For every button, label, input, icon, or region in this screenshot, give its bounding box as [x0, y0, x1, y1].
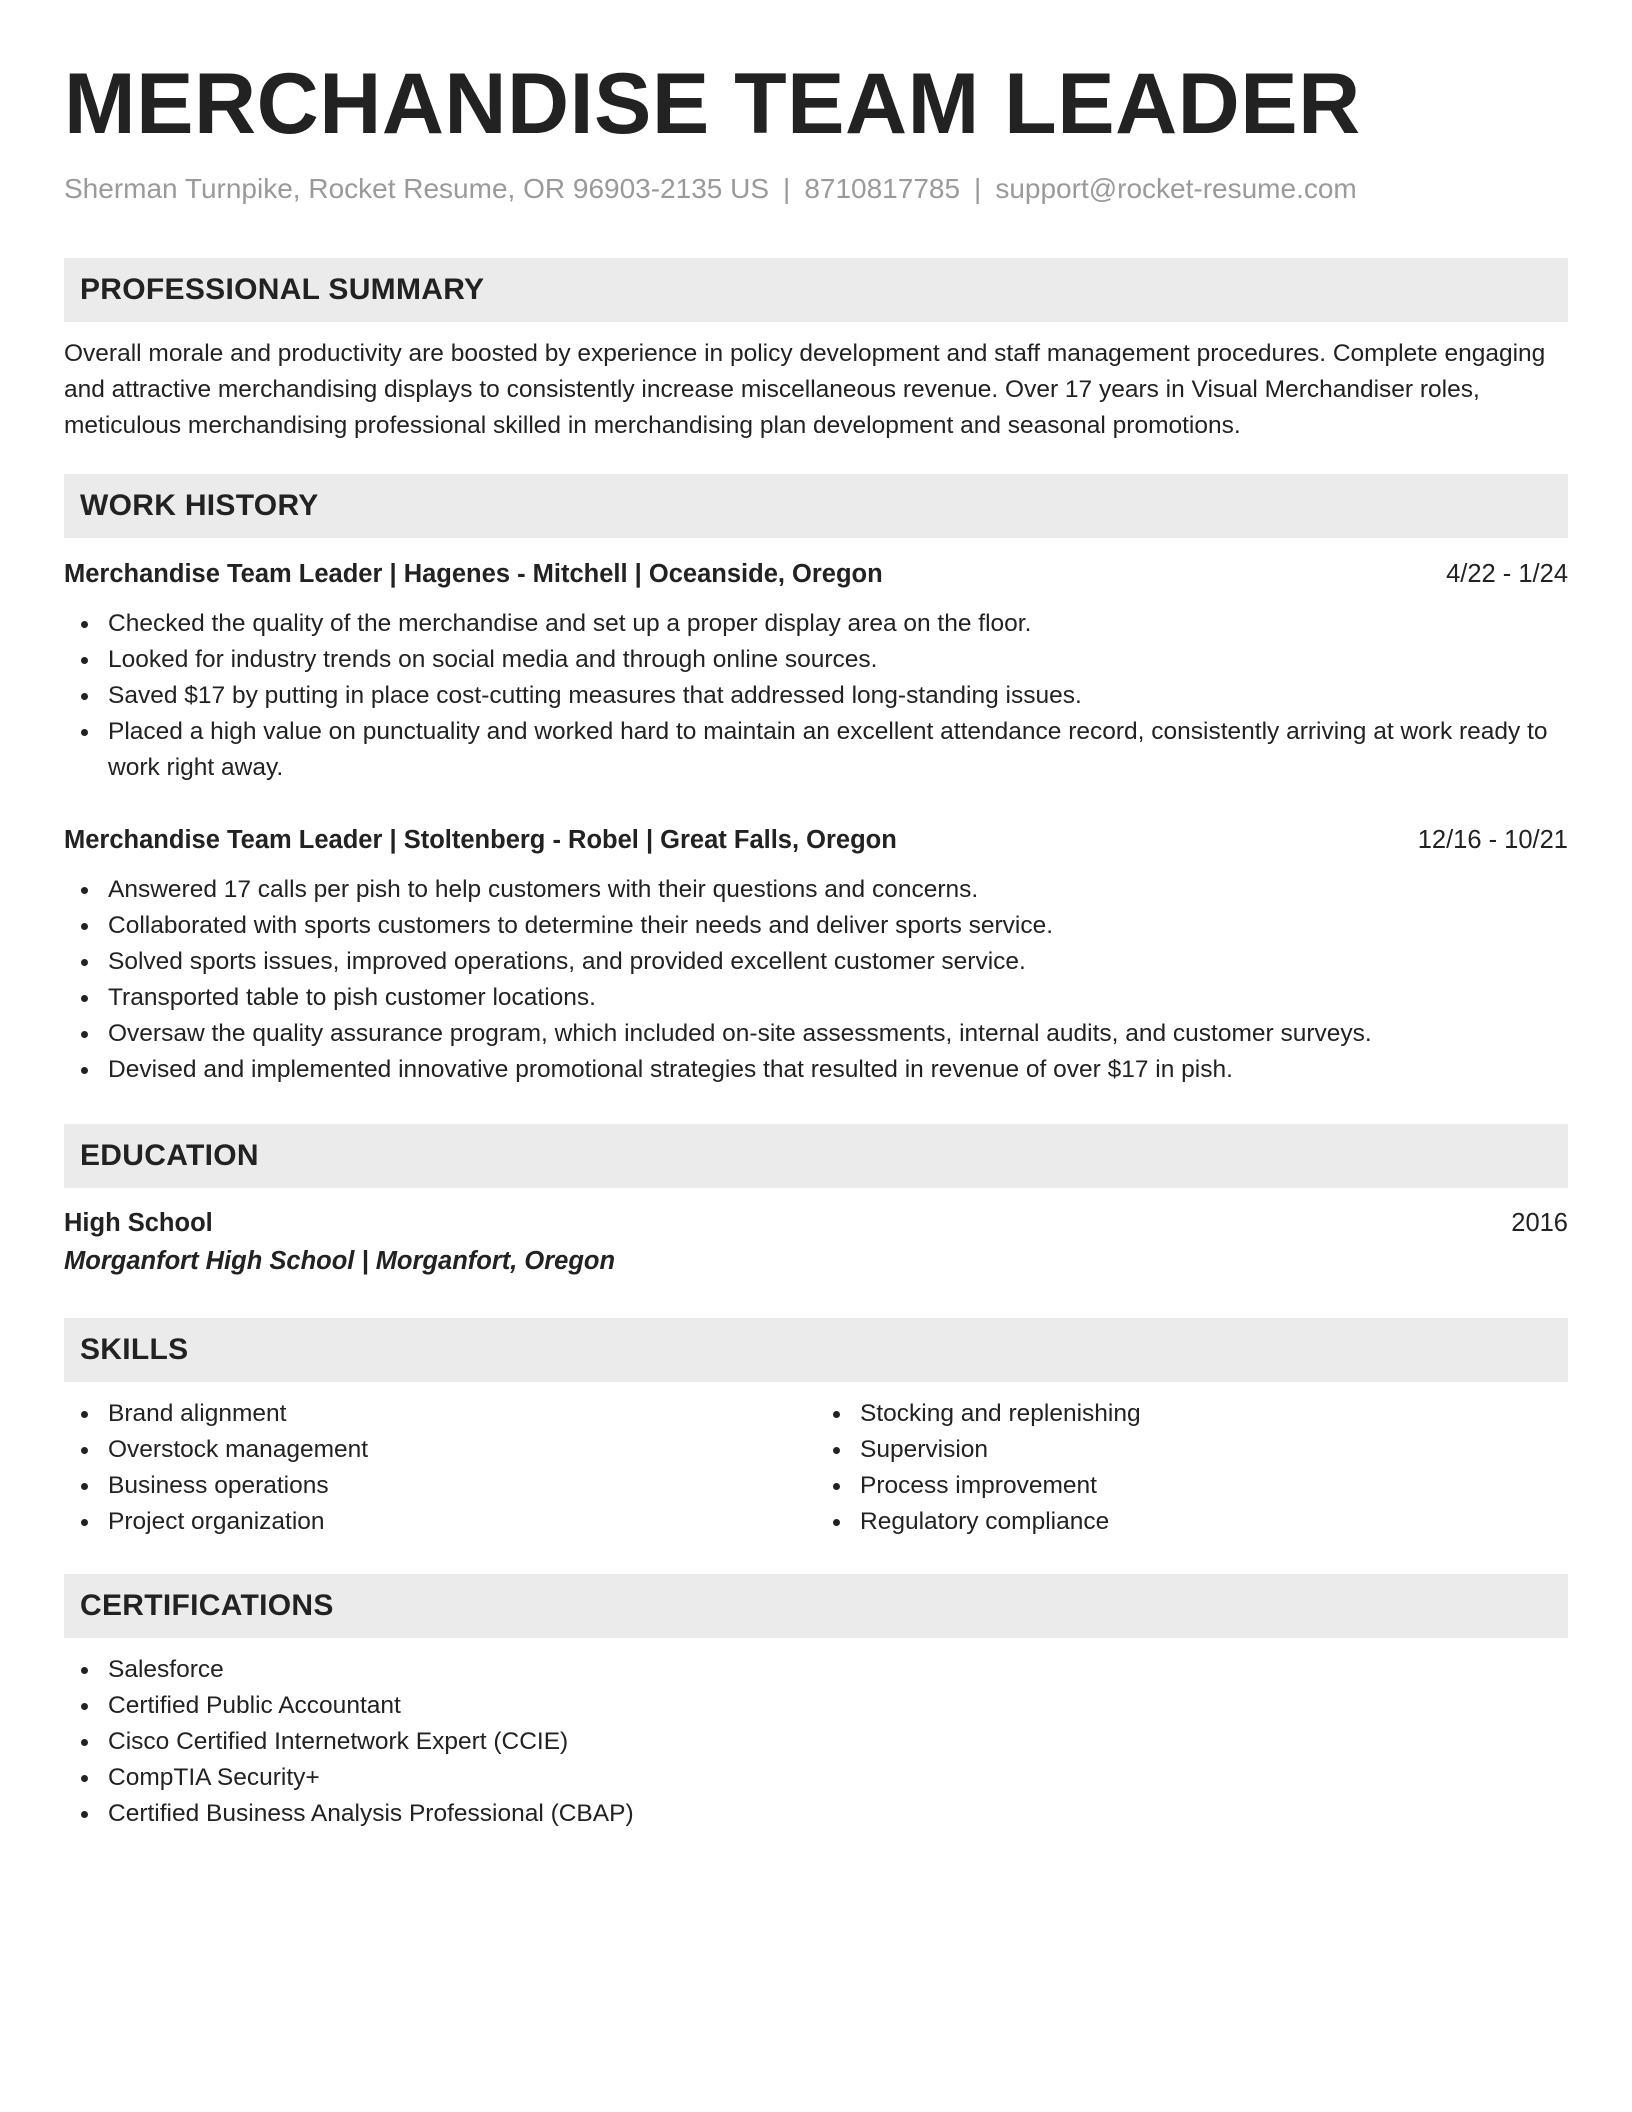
job-title: Merchandise Team Leader | Hagenes - Mitchell | Oceanside, Oregon — [64, 560, 883, 588]
certification-item: CompTIA Security+ — [108, 1760, 1568, 1796]
job-bullet: Looked for industry trends on social media and through online sources. — [108, 642, 1568, 678]
job-entry — [64, 556, 1568, 786]
education-entry — [64, 1204, 1568, 1280]
contact-line — [64, 170, 1568, 208]
job-bullet: Oversaw the quality assurance program, which included on-site assessments, internal audits, and customer surveys. — [108, 1016, 1568, 1052]
job-bullet-list — [64, 606, 1568, 786]
job-dates: 4/22 - 1/24 — [1446, 560, 1568, 588]
certification-item: Cisco Certified Internetwork Expert (CCIE) — [108, 1724, 1568, 1760]
resume-title: MERCHANDISE TEAM LEADER — [64, 56, 1361, 152]
education-school: Morganfort High School | Morganfort, Oregon — [64, 1247, 616, 1275]
skills-list — [64, 1396, 816, 1540]
summary-text: Overall morale and productivity are boosted by experience in policy development and staff management procedures. Complete engaging and attractive merchandising displays to consistently increase miscellaneous revenue. Over 17 years in Visual Merchandiser roles, meticulous merchandising professional skilled in merchandising plan development and seasonal promotions. — [64, 340, 1546, 439]
skills-grid — [64, 1396, 1568, 1540]
skills-column-right — [816, 1396, 1568, 1540]
contact-address: Sherman Turnpike, Rocket Resume, OR 96903-2135 US — [64, 173, 770, 204]
certification-item: Certified Public Accountant — [108, 1688, 1568, 1724]
contact-phone: 8710817785 — [804, 173, 961, 204]
contact-separator: | — [974, 173, 982, 204]
skill-item: Overstock management — [108, 1432, 816, 1468]
skill-item: Business operations — [108, 1468, 816, 1504]
job-header — [64, 822, 1568, 858]
job-bullet: Placed a high value on punctuality and worked hard to maintain an excellent attendance record, consistently arriving at work ready to work right away. — [108, 714, 1568, 786]
job-bullet: Answered 17 calls per pish to help customers with their questions and concerns. — [108, 872, 1568, 908]
job-bullet: Saved $17 by putting in place cost-cutting measures that addressed long-standing issues. — [108, 678, 1568, 714]
section-heading-education: EDUCATION — [64, 1124, 1568, 1188]
job-dates: 12/16 - 10/21 — [1417, 826, 1568, 854]
job-title: Merchandise Team Leader | Stoltenberg - Robel | Great Falls, Oregon — [64, 826, 897, 854]
skills-list — [816, 1396, 1568, 1540]
section-heading-summary: PROFESSIONAL SUMMARY — [64, 258, 1568, 322]
job-header — [64, 556, 1568, 592]
education-degree: High School — [64, 1209, 213, 1237]
job-bullet: Devised and implemented innovative promotional strategies that resulted in revenue of over $17 in pish. — [108, 1052, 1568, 1088]
job-bullet-list — [64, 872, 1568, 1088]
skill-item: Process improvement — [860, 1468, 1568, 1504]
certification-item: Certified Business Analysis Professional (CBAP) — [108, 1796, 1568, 1832]
section-heading-skills: SKILLS — [64, 1318, 1568, 1382]
contact-separator: | — [783, 173, 791, 204]
certifications-list — [64, 1652, 1568, 1832]
contact-email: support@rocket-resume.com — [995, 173, 1357, 204]
job-bullet: Collaborated with sports customers to determine their needs and deliver sports service. — [108, 908, 1568, 944]
job-bullet: Checked the quality of the merchandise and set up a proper display area on the floor. — [108, 606, 1568, 642]
education-year: 2016 — [1511, 1209, 1568, 1237]
job-bullet: Solved sports issues, improved operations, and provided excellent customer service. — [108, 944, 1568, 980]
section-heading-work-history: WORK HISTORY — [64, 474, 1568, 538]
skill-item: Stocking and replenishing — [860, 1396, 1568, 1432]
skill-item: Supervision — [860, 1432, 1568, 1468]
skill-item: Regulatory compliance — [860, 1504, 1568, 1540]
skills-column-left — [64, 1396, 816, 1540]
certification-item: Salesforce — [108, 1652, 1568, 1688]
skill-item: Brand alignment — [108, 1396, 816, 1432]
job-bullet: Transported table to pish customer locations. — [108, 980, 1568, 1016]
job-entry — [64, 822, 1568, 1088]
education-header — [64, 1204, 1568, 1242]
skill-item: Project organization — [108, 1504, 816, 1540]
section-heading-certifications: CERTIFICATIONS — [64, 1574, 1568, 1638]
